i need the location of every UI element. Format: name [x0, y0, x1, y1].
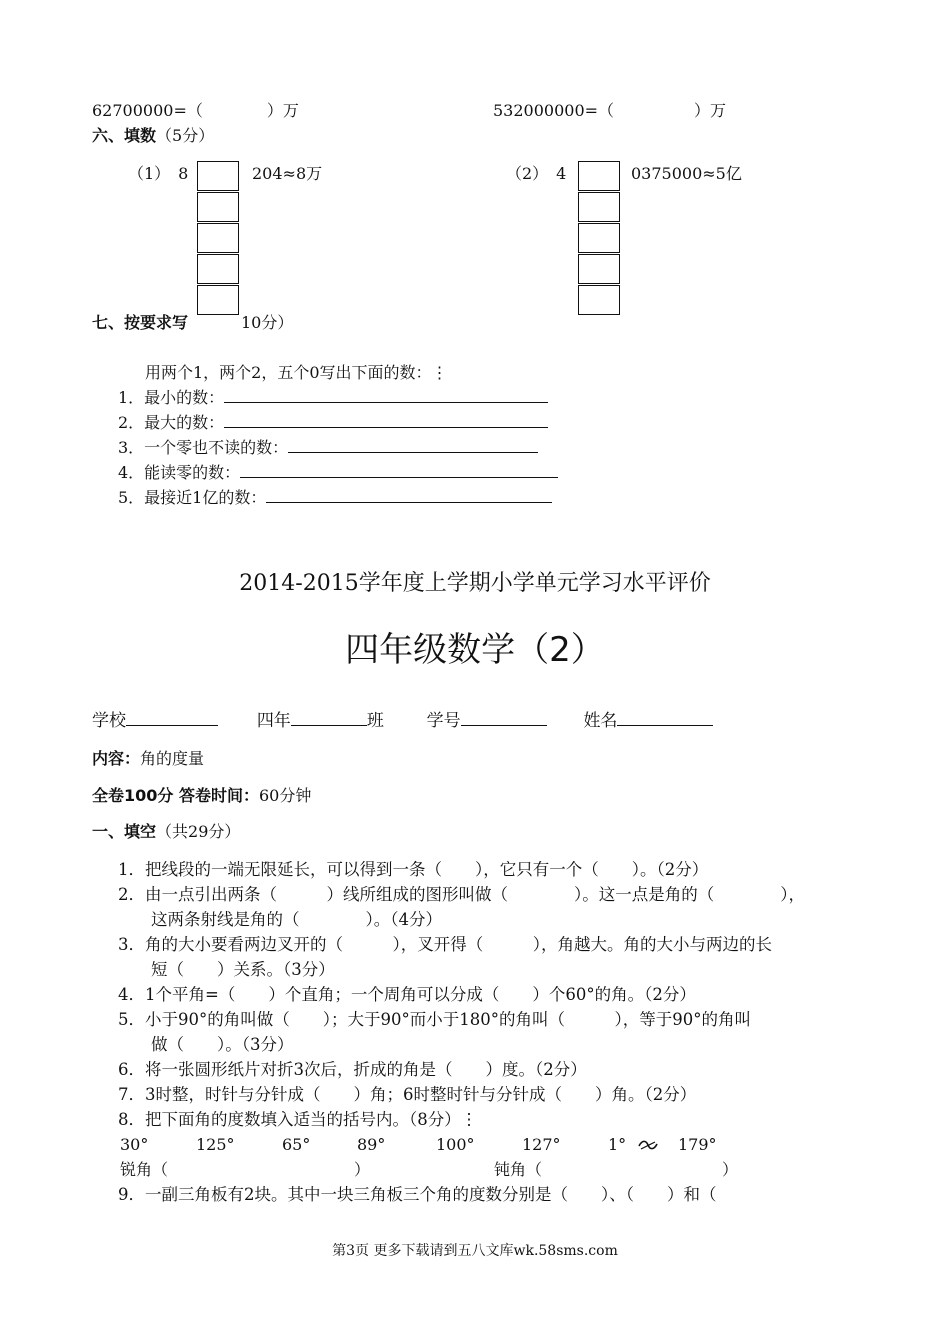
section7-heading: 七、按要求写: [92, 313, 196, 333]
school-field[interactable]: [126, 711, 218, 726]
answer-line[interactable]: [266, 488, 552, 503]
section6-heading-line: [92, 126, 214, 146]
angle-value: 65°: [282, 1135, 311, 1154]
answer-line[interactable]: [224, 388, 548, 403]
name-label: 姓名: [583, 711, 618, 731]
q1-digit-box[interactable]: [197, 285, 239, 315]
question-line: 9．一副三角板有2块。其中一块三角板三个角的度数分别是（ ）、（ ）和（: [118, 1185, 717, 1204]
angle-value: 179°: [678, 1135, 717, 1154]
answer-line[interactable]: [224, 413, 548, 428]
total-value: 60分钟: [258, 786, 312, 805]
question-line: 2．由一点引出两条（ ）线所组成的图形叫做（ ）。这一点是角的（ ），: [118, 885, 805, 904]
question-line: 做（ ）。（3分）: [118, 1035, 294, 1054]
angle-value: 1°: [608, 1135, 627, 1154]
answer-line[interactable]: [240, 463, 558, 478]
scribble-mark-icon: [637, 1138, 659, 1152]
school-label: 学校: [92, 711, 126, 731]
angle-value: 30°: [120, 1135, 149, 1154]
list-item-label: 1．最小的数：: [118, 388, 225, 407]
section1-heading: 一、填空: [92, 822, 157, 841]
section7-score: 10分）: [241, 313, 294, 332]
content-line: [92, 749, 204, 769]
question-line: 1．把线段的一端无限延长，可以得到一条（ ），它只有一个（ ）。（2分）: [118, 860, 709, 879]
question-line: 3．角的大小要看两边叉开的（ ），叉开得（ ），角越大。角的大小与两边的长: [118, 935, 772, 954]
question-line: 这两条射线是角的（ ）。（4分）: [118, 910, 442, 929]
question-line: 8．把下面角的度数填入适当的括号内。（8分）⋮: [118, 1110, 478, 1129]
number-label: 学号: [426, 711, 461, 731]
q1-digit-box[interactable]: [197, 254, 239, 284]
obtuse-close: ）: [722, 1160, 739, 1179]
content-value: 角的度量: [140, 749, 205, 768]
list-item: [118, 413, 548, 433]
list-item: [118, 488, 552, 508]
q1-digit-box[interactable]: [197, 161, 239, 191]
angle-value: 89°: [357, 1135, 386, 1154]
question-line: 短（ ）关系。（3分）: [118, 960, 335, 979]
list-item: [118, 438, 538, 458]
section1-heading-line: [92, 822, 240, 842]
q1-suffix: 204≈8万: [252, 164, 323, 183]
list-item-label: 5．最接近1亿的数：: [118, 488, 267, 507]
question-line: 6．将一张圆形纸片对折3次后，折成的角是（ ）度。（2分）: [118, 1060, 587, 1079]
q2-digit-box[interactable]: [578, 192, 620, 222]
conversion-left: 62700000=（ ）万: [92, 101, 299, 120]
conversion-right: 532000000=（ ）万: [493, 101, 727, 120]
q2-prefix: （2） 4: [506, 164, 567, 183]
list-item: [118, 463, 558, 483]
q2-digit-box[interactable]: [578, 254, 620, 284]
question-line: 5．小于90°的角叫做（ ）；大于90°而小于180°的角叫（ ），等于90°的角叫: [118, 1010, 751, 1029]
grade-label: 四年: [256, 711, 291, 731]
q2-suffix: 0375000≈5亿: [631, 164, 742, 183]
q2-digit-box[interactable]: [578, 285, 620, 315]
list-item-label: 2．最大的数：: [118, 413, 225, 432]
name-field[interactable]: [617, 711, 713, 726]
number-field[interactable]: [461, 711, 547, 726]
section6-heading: 六、填数: [92, 126, 157, 145]
section7-intro: 用两个1，两个2，五个0写出下面的数：⋮: [145, 363, 448, 382]
question-line: 7．3时整，时针与分针成（ ）角；6时整时针与分针成（ ）角。（2分）: [118, 1085, 697, 1104]
exam-title: 四年级数学（2）: [345, 630, 605, 670]
page-footer: 第3页 更多下载请到五八文库wk.58sms.com: [332, 1243, 618, 1259]
section1-score: （共29分）: [156, 822, 241, 841]
total-label: 全卷100分 答卷时间：: [92, 786, 259, 805]
angle-value: 125°: [196, 1135, 235, 1154]
q1-digit-box[interactable]: [197, 223, 239, 253]
student-info: [92, 711, 713, 731]
angle-value: 100°: [436, 1135, 475, 1154]
answer-line[interactable]: [288, 438, 538, 453]
obtuse-label: 钝角（: [494, 1160, 543, 1179]
q2-digit-box[interactable]: [578, 161, 620, 191]
q2-digit-box[interactable]: [578, 223, 620, 253]
q1-digit-box[interactable]: [197, 192, 239, 222]
content-label: 内容：: [92, 749, 141, 768]
exam-subtitle: 2014-2015学年度上学期小学单元学习水平评价: [239, 571, 711, 596]
question-line: 4．1个平角=（ ）个直角；一个周角可以分成（ ）个60°的角。（2分）: [118, 985, 696, 1004]
section6-score: （5分）: [156, 126, 215, 145]
list-item: [118, 388, 548, 408]
list-item-label: 3．一个零也不读的数：: [118, 438, 289, 457]
list-item-label: 4．能读零的数：: [118, 463, 241, 482]
acute-close: ）: [354, 1160, 371, 1179]
class-field[interactable]: [291, 711, 367, 726]
acute-label: 锐角（: [120, 1160, 169, 1179]
total-line: [92, 786, 311, 806]
class-label: 班: [366, 711, 384, 731]
q1-prefix: （1） 8: [128, 164, 189, 183]
angle-value: 127°: [522, 1135, 561, 1154]
